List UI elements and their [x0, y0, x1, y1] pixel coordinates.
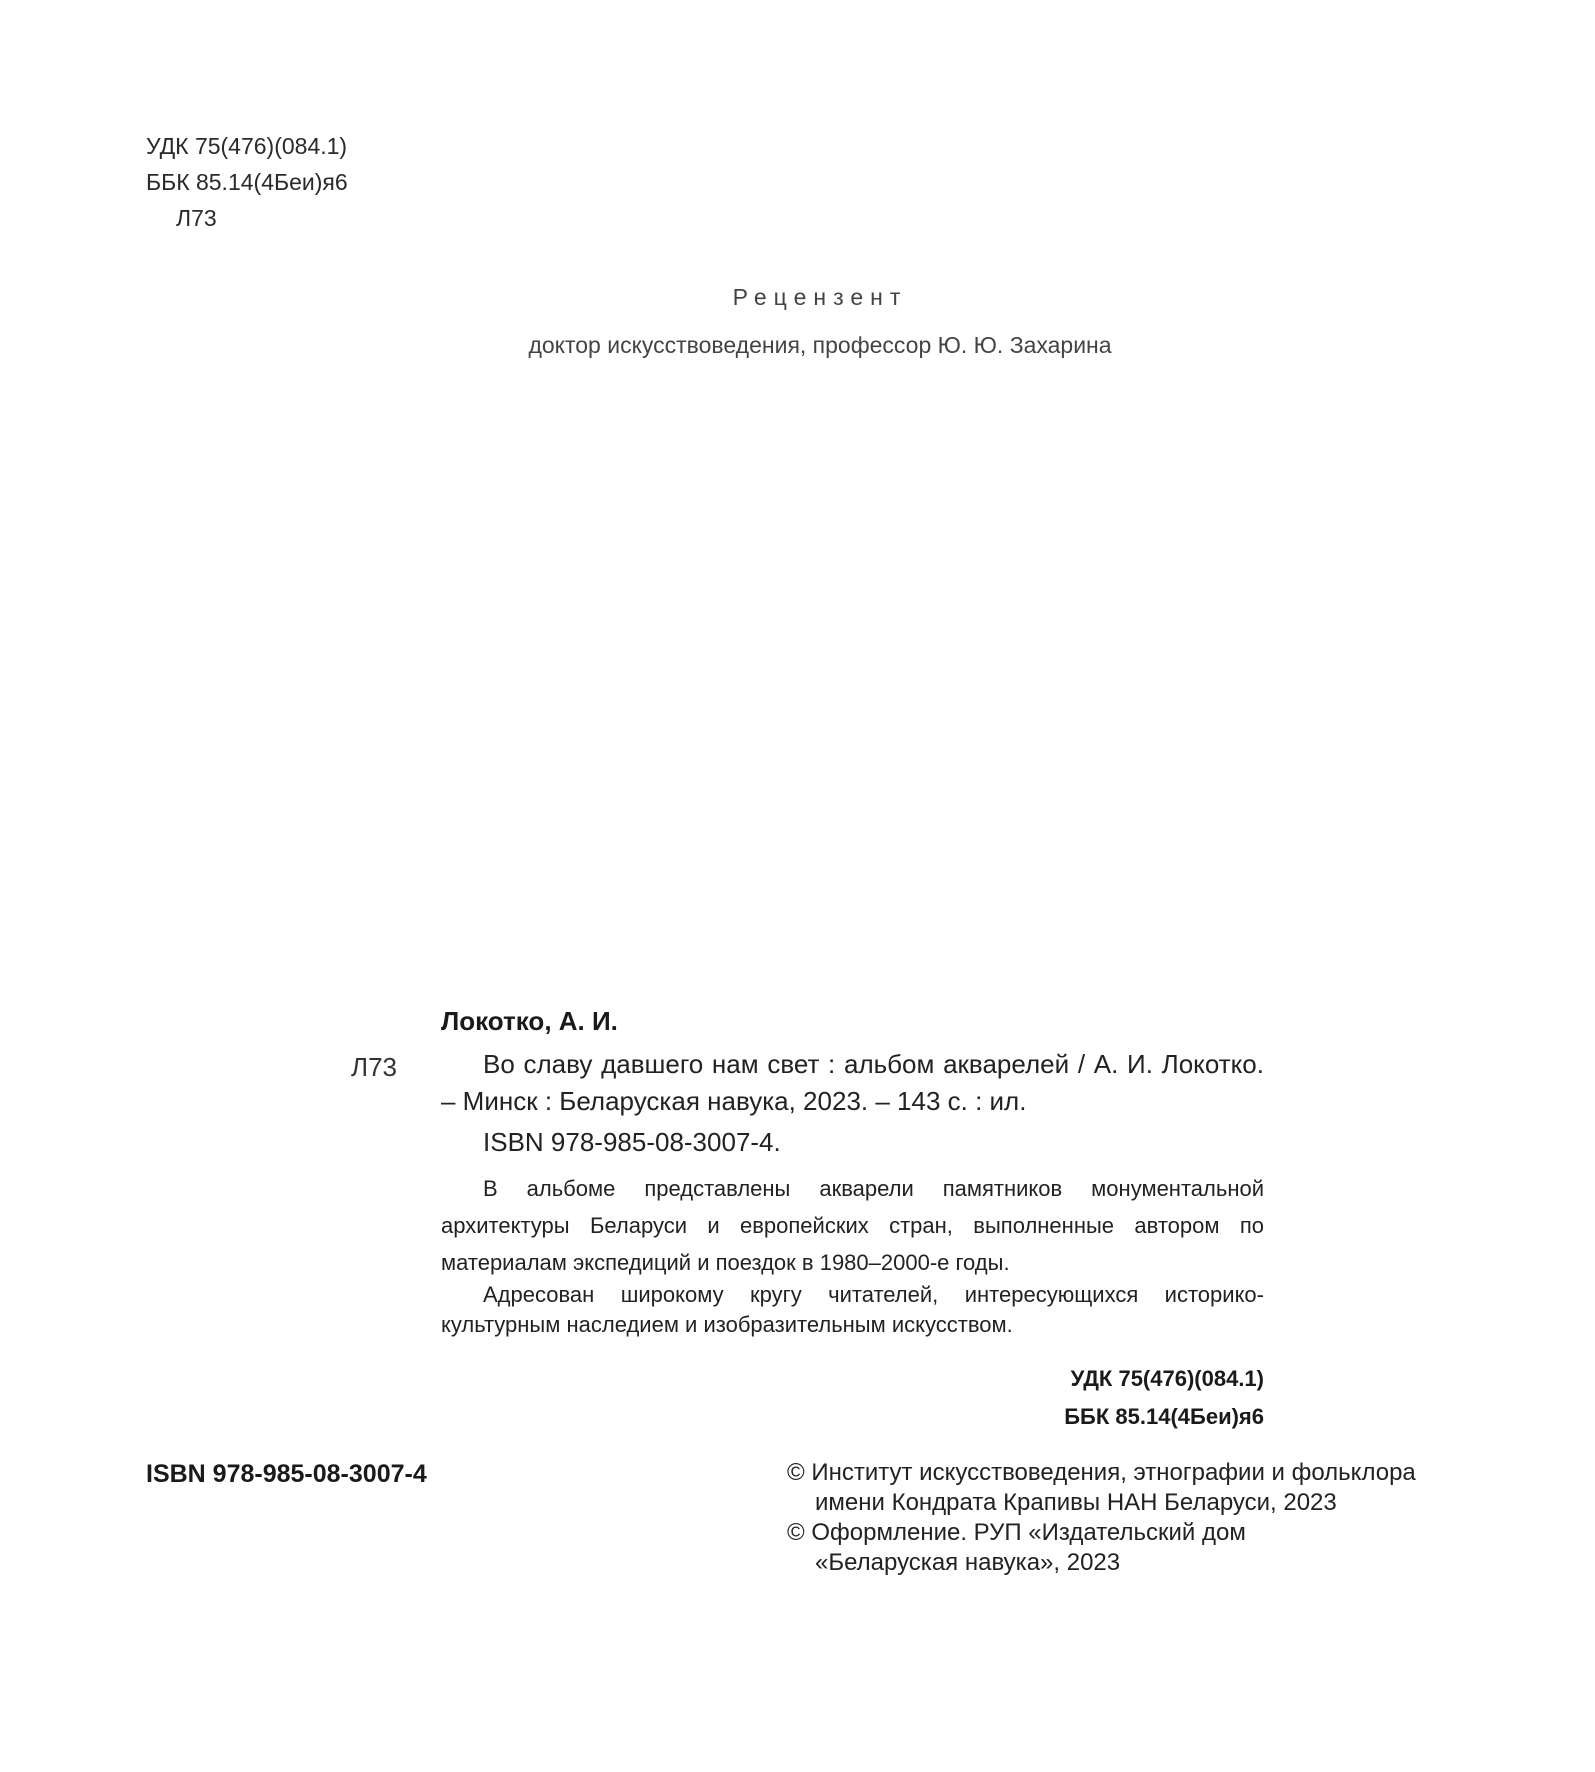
top-author-sign: Л73 — [176, 205, 217, 231]
card-audience-note: Адресован широкому кругу читателей, интересующихся историко-культурным наследием и изобразительным искусством. — [441, 1282, 1264, 1337]
copyright-institute-line1: © Институт искусствоведения, этнографии и фольклора — [787, 1459, 1416, 1486]
copyright-institute-line2: имени Кондрата Крапивы НАН Беларуси, 2023 — [815, 1489, 1337, 1516]
card-title-entry: Во славу давшего нам свет : альбом акварелей / А. И. Локотко. – Минск : Беларуская навука, 2023. – 143 с. : ил. — [441, 1049, 1264, 1116]
card-bbk-code: ББК 85.14(4Беи)я6 — [1064, 1404, 1264, 1429]
copyright-design-line1: © Оформление. РУП «Издательский дом — [787, 1519, 1246, 1546]
card-udk-code: УДК 75(476)(084.1) — [1070, 1366, 1264, 1391]
card-isbn: ISBN 978-985-08-3007-4. — [483, 1127, 781, 1157]
card-author-sign: Л73 — [351, 1052, 397, 1082]
isbn-main: ISBN 978-985-08-3007-4 — [146, 1460, 427, 1488]
card-author-heading: Локотко, А. И. — [441, 1006, 618, 1036]
copyright-design-line2: «Беларуская навука», 2023 — [815, 1549, 1121, 1576]
top-bbk-code: ББК 85.14(4Беи)я6 — [146, 169, 348, 195]
reviewer-label: Рецензент — [732, 284, 908, 310]
card-annotation: В альбоме представлены акварели памятников монументальной архитектуры Беларуси и европейских стран, выполненные автором по материалам экспедиций и поездок в 1980–2000-е годы. — [441, 1176, 1264, 1275]
top-udk-code: УДК 75(476)(084.1) — [146, 133, 348, 159]
reviewer-name: доктор искусствоведения, профессор Ю. Ю. Захарина — [528, 332, 1112, 358]
